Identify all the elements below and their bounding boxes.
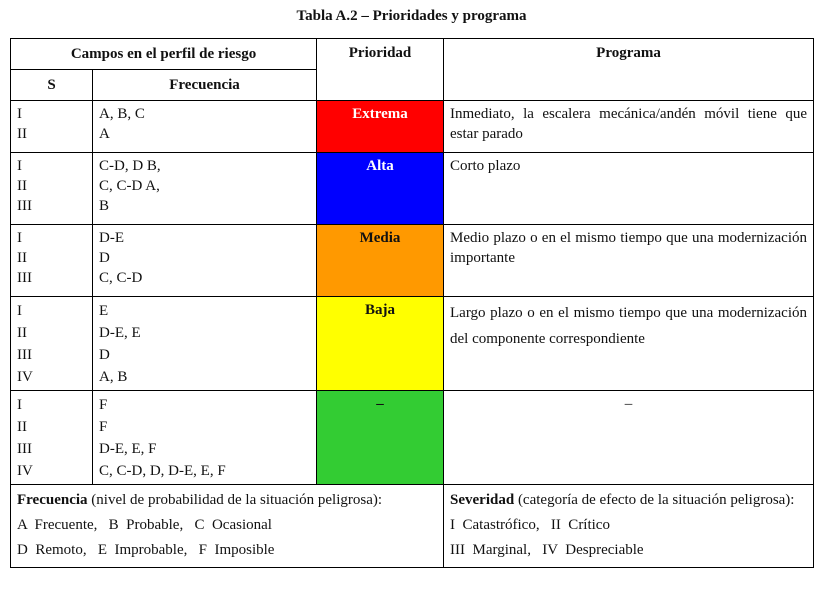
- severity-value: I: [17, 303, 22, 319]
- severity-value: IV: [17, 463, 33, 479]
- program-cell: Medio plazo o en el mismo tiempo que una modernización importante: [444, 225, 814, 297]
- frequency-value: D: [99, 250, 110, 266]
- frequency-value: C, C-D, D, D-E, E, F: [99, 463, 226, 479]
- frequency-value: D-E, E, F: [99, 441, 157, 457]
- header-s: S: [11, 70, 93, 101]
- frequency-cell: [93, 153, 317, 225]
- table-row: [11, 101, 814, 153]
- severity-legend: [444, 485, 814, 568]
- severity-legend-line: III Marginal, IV Despreciable: [450, 542, 644, 558]
- header-programa: Programa: [444, 39, 814, 101]
- severity-value: I: [17, 230, 22, 246]
- priority-cell-extrema: Extrema: [317, 101, 444, 153]
- frequency-value: A, B: [99, 369, 128, 385]
- program-cell: Corto plazo: [444, 153, 814, 225]
- frequency-legend: [11, 485, 444, 568]
- priority-cell-alta: Alta: [317, 153, 444, 225]
- severity-legend-line: I Catastrófico, II Crítico: [450, 517, 610, 533]
- severity-legend-label: Severidad: [450, 492, 515, 508]
- frequency-value: A: [99, 126, 110, 142]
- severity-value: II: [17, 250, 27, 266]
- priority-table: [10, 38, 814, 568]
- frequency-legend-line: A Frecuente, B Probable, C Ocasional: [17, 517, 272, 533]
- program-cell: –: [444, 391, 814, 485]
- severity-cell: [11, 391, 93, 485]
- severity-cell: [11, 153, 93, 225]
- severity-value: III: [17, 347, 32, 363]
- severity-value: II: [17, 419, 27, 435]
- header-frecuencia: Frecuencia: [93, 70, 317, 101]
- severity-value: II: [17, 325, 27, 341]
- frequency-value: D-E, E: [99, 325, 141, 341]
- severity-cell: [11, 297, 93, 391]
- severity-value: IV: [17, 369, 33, 385]
- frequency-legend-label: Frecuencia: [17, 492, 88, 508]
- table-row: [11, 225, 814, 297]
- frequency-value: F: [99, 419, 108, 435]
- frequency-value: C, C-D: [99, 270, 143, 286]
- severity-legend-desc: (categoría de efecto de la situación peligrosa):: [514, 492, 795, 508]
- frequency-value: C-D, D B,: [99, 158, 161, 174]
- severity-value: III: [17, 441, 32, 457]
- legend-row: [11, 485, 814, 568]
- priority-cell-media: Media: [317, 225, 444, 297]
- priority-cell-baja: Baja: [317, 297, 444, 391]
- frequency-value: A, B, C: [99, 106, 145, 122]
- severity-value: III: [17, 198, 32, 214]
- priority-cell-none: –: [317, 391, 444, 485]
- table-title: Tabla A.2 – Prioridades y programa: [296, 8, 527, 24]
- frequency-value: D-E: [99, 230, 124, 246]
- frequency-cell: [93, 101, 317, 153]
- frequency-value: E: [99, 303, 109, 319]
- frequency-value: C, C-D A,: [99, 178, 160, 194]
- severity-value: I: [17, 397, 22, 413]
- program-cell: Largo plazo o en el mismo tiempo que una modernización del componente correspondiente: [444, 297, 814, 391]
- severity-cell: [11, 225, 93, 297]
- header-campos: Campos en el perfil de riesgo: [11, 39, 317, 70]
- table-row: [11, 297, 814, 391]
- table-row: [11, 391, 814, 485]
- frequency-cell: [93, 391, 317, 485]
- severity-value: II: [17, 178, 27, 194]
- frequency-value: B: [99, 198, 110, 214]
- severity-value: II: [17, 126, 27, 142]
- severity-cell: [11, 101, 93, 153]
- frequency-legend-desc: (nivel de probabilidad de la situación peligrosa):: [87, 492, 383, 508]
- severity-value: I: [17, 158, 22, 174]
- frequency-cell: [93, 297, 317, 391]
- frequency-value: D: [99, 347, 110, 363]
- frequency-value: F: [99, 397, 108, 413]
- severity-value: I: [17, 106, 22, 122]
- frequency-legend-line: D Remoto, E Improbable, F Imposible: [17, 542, 275, 558]
- severity-value: III: [17, 270, 32, 286]
- frequency-cell: [93, 225, 317, 297]
- table-row: [11, 153, 814, 225]
- program-cell: Inmediato, la escalera mecánica/andén móvil tiene que estar parado: [444, 101, 814, 153]
- header-prioridad: Prioridad: [317, 39, 444, 101]
